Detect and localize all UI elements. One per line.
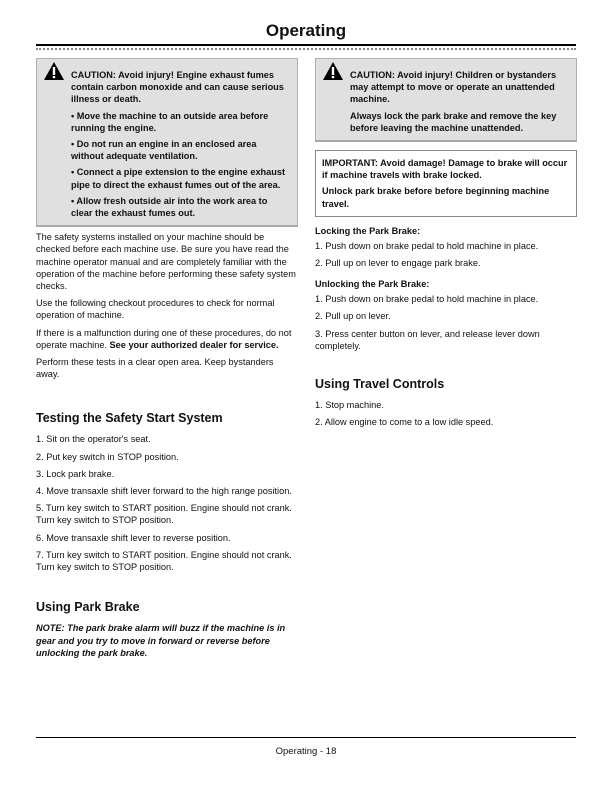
caution-body: Always lock the park brake and remove the key before leaving the machine unattended. xyxy=(350,110,557,133)
unlocking-steps xyxy=(315,293,577,352)
travel-controls-heading: Using Travel Controls xyxy=(315,377,445,392)
left-column xyxy=(36,58,298,659)
locking-steps xyxy=(315,240,577,269)
caution-bullet: • Allow fresh outside air into the work area to clear the exhaust fumes out. xyxy=(71,195,268,219)
caution-heading: CAUTION: Avoid injury! Engine exhaust fumes contain carbon monoxide and can cause serious illness or death. xyxy=(71,70,284,105)
safety-start-heading: Testing the Safety Start System xyxy=(36,411,223,426)
park-brake-heading: Using Park Brake xyxy=(36,600,140,615)
caution-bullet: • Connect a pipe extension to the engine exhaust pipe to direct the exhaust fumes out of the area. xyxy=(71,167,286,190)
exhaust-caution-box xyxy=(36,58,298,227)
list-item: 1. Push down on brake pedal to hold machine in place. xyxy=(315,294,539,305)
list-item: 1. Stop machine. xyxy=(315,400,384,411)
title-rule xyxy=(36,44,576,46)
list-item: 1. Sit on the operator's seat. xyxy=(36,434,151,445)
list-item: 2. Put key switch in STOP position. xyxy=(36,451,179,462)
list-item: 5. Turn key switch to START position. Engine should not crank. Turn key switch to STOP position. xyxy=(36,503,292,526)
intro-paragraph: Use the following checkout procedures to check for normal operation of machine. xyxy=(36,298,275,321)
safety-start-steps xyxy=(36,433,298,573)
caution-bullet: • Do not run an engine in an enclosed area without adequate ventilation. xyxy=(71,139,257,162)
intro-paragraph: The safety systems installed on your machine should be checked before each machine use. Be sure you have read the machine operator manual and are completely familiar with the operation of the machine before performing these safety system checks. xyxy=(36,232,296,292)
warning-triangle-icon xyxy=(43,61,65,81)
page-footer: Operating - 18 xyxy=(275,746,337,757)
list-item: 7. Turn key switch to START position. Engine should not crank. Turn key switch to STOP position. xyxy=(36,549,292,573)
list-item: 4. Move transaxle shift lever forward to the high range position. xyxy=(36,486,292,497)
travel-steps xyxy=(315,399,577,428)
important-body: Unlock park brake before before beginning machine travel. xyxy=(322,186,550,209)
park-brake-note: NOTE: The park brake alarm will buzz if the machine is in gear and you try to move in forward or reverse before unlocking the park brake. xyxy=(36,623,286,658)
right-column xyxy=(315,58,577,433)
title-dotted-rule xyxy=(36,48,576,50)
list-item: 3. Lock park brake. xyxy=(36,468,115,479)
warning-triangle-icon xyxy=(322,61,344,81)
caution-bullet: • Move the machine to an outside area before running the engine. xyxy=(71,110,269,133)
page-title: Operating xyxy=(265,21,347,40)
perform-paragraph: Perform these tests in a clear open area. Keep bystanders away. xyxy=(36,357,274,380)
unlocking-heading: Unlocking the Park Brake: xyxy=(315,279,430,290)
locking-heading: Locking the Park Brake: xyxy=(315,225,421,236)
caution-heading: CAUTION: Avoid injury! Children or bystanders may attempt to move or operate an unattended machine. xyxy=(350,70,557,105)
footer-rule xyxy=(36,737,576,738)
important-notice-box xyxy=(315,150,577,217)
list-item: 2. Pull up on lever to engage park brake. xyxy=(315,258,481,269)
malfunction-bold: See your authorized dealer for service. xyxy=(109,339,279,350)
list-item: 2. Pull up on lever. xyxy=(315,311,391,322)
bystander-caution-box xyxy=(315,58,577,142)
important-heading: IMPORTANT: Avoid damage! Damage to brake will occur if machine travels with brake locked. xyxy=(322,158,568,181)
malfunction-text: If there is a malfunction during one of these procedures, do not operate machine. xyxy=(36,327,292,350)
list-item: 2. Allow engine to come to a low idle speed. xyxy=(315,417,494,428)
list-item: 1. Push down on brake pedal to hold machine in place. xyxy=(315,240,539,251)
malfunction-paragraph xyxy=(36,327,298,351)
list-item: 3. Press center button on lever, and release lever down completely. xyxy=(315,328,540,351)
list-item: 6. Move transaxle shift lever to reverse position. xyxy=(36,532,231,543)
